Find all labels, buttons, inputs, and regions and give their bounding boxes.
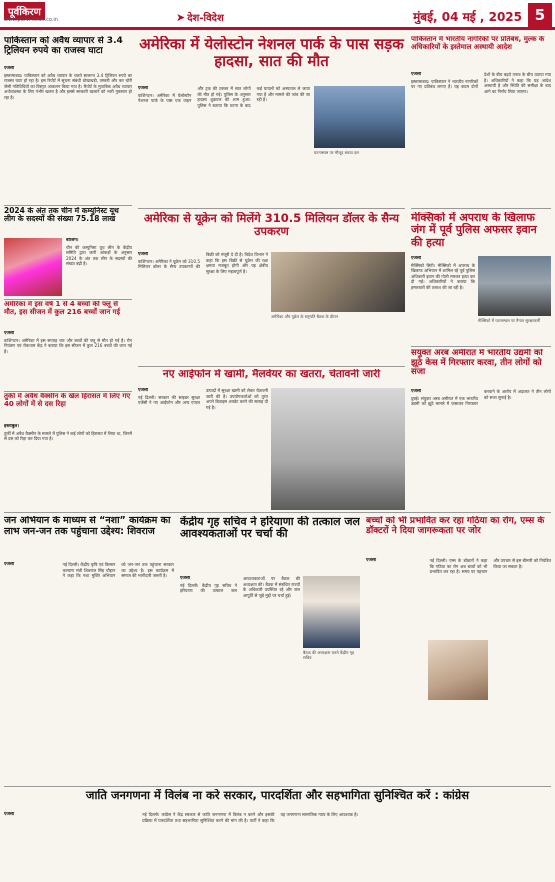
- article-text: नई दिल्ली। केंद्रीय गृह सचिव ने हरियाणा की तत्काल जल आवश्यकताओं पर बैठक की अध्यक्षता की। बैठक में संबंधित राज्यों के अधिकारी उपस्थित रहे और जल आपूर्ति से जुड़े मुद्दों पर चर्चा हुई।: [180, 576, 300, 598]
- leaders-meeting-photo: [271, 252, 405, 312]
- play-arrow-icon: ➤: [176, 11, 186, 24]
- article-text: चीन की कम्युनिस्ट यूथ लीग के केंद्रीय समिति द्वारा जारी आंकड़ों के अनुसार 2024 के अंत तक लीग के सदस्यों की संख्या बढ़ी है।: [66, 244, 132, 267]
- divider: [4, 786, 551, 787]
- divider: [4, 205, 132, 206]
- headline: संयुक्त अरब अमीरात में भारतीय उद्यमी को झूठे केस में गिरफ्तार करवा, तीन लोगों को सजा: [411, 349, 543, 378]
- byline: बीजिंग।: [66, 238, 79, 243]
- article-text: नई दिल्ली। एम्स के डॉक्टरों ने कहा कि गठिया का रोग अब बच्चों को भी प्रभावित कर रहा है। समय पर पहचान और उपचार से इस बीमारी को नियंत्रित किया जा सकता है।: [429, 558, 551, 575]
- iphone-photo: [271, 388, 405, 510]
- article-nasha-headline[interactable]: [4, 516, 174, 560]
- article-haryana-body: [180, 576, 300, 784]
- headline: जाति जनगणना में विलंब ना करे सरकार, पारदर्शिता और सहभागिता सुनिश्चित करें : कांग्रेस: [85, 789, 470, 802]
- divider: [138, 366, 405, 367]
- headline: पाकिस्तान को अवैध व्यापार से 3.4 ट्रिलियन रुपये का राजस्व घाटा: [4, 36, 123, 57]
- headline: जन अभियान के माध्यम से “नशा” कार्यक्रम का लाभ जन-जन तक पहुंचाना उद्देश्य: शिवराज: [4, 516, 171, 537]
- logo-text: पूर्वकिरण: [4, 2, 45, 20]
- article-congress-body: [4, 812, 551, 878]
- photo-caption: मेक्सिको में घटनास्थल पर तैनात सुरक्षाकर्मी: [478, 318, 540, 323]
- china-event-photo: [4, 238, 62, 296]
- article-text: दुबई। संयुक्त अरब अमीरात में एक भारतीय उद्यमी को झूठे मामले में फंसाकर गिरफ्तार करवाने के आरोप में अदालत ने तीन लोगों को सजा सुनाई है।: [411, 389, 551, 407]
- article-turkey-headline[interactable]: [4, 393, 132, 423]
- headline: अमेरिका से यूक्रेन को मिलेंगे 310.5 मिलियन डॉलर के सैन्य उपकरण: [143, 212, 400, 238]
- divider: [411, 208, 551, 209]
- byline: एजेंसी: [4, 331, 15, 336]
- photo-caption: बैठक की अध्यक्षता करते केंद्रीय गृह सचिव: [303, 650, 355, 660]
- divider: [4, 299, 132, 300]
- article-text: नई दिल्ली। केंद्रीय कृषि एवं किसान कल्याण मंत्री शिवराज सिंह चौहान ने कहा कि नशा मुक्ति अभियान को जन-जन तक पहुंचाना सरकार का उद्देश्य है। इस कार्यक्रम में समाज की भागीदारी जरूरी है।: [62, 562, 174, 579]
- article-china-body: [66, 238, 132, 296]
- article-turkey-body: [4, 424, 132, 510]
- article-text: मेक्सिको सिटी। मेक्सिको में अपराध के खिलाफ अभियान में शामिल रहे पूर्व पुलिस अधिकारी इवान की गोली मारकर हत्या कर दी गई। अधिकारियों ने बताया कि हमलावरों की तलाश की जा रही है।: [411, 262, 475, 290]
- byline: एजेंसी: [138, 86, 149, 91]
- article-pak-india-headline[interactable]: [411, 36, 551, 70]
- article-iphone-headline[interactable]: [138, 369, 405, 385]
- article-us-flu-headline[interactable]: [4, 301, 132, 329]
- official-portrait-photo: [303, 576, 360, 648]
- divider: [411, 346, 551, 347]
- article-us-flu-body: [4, 331, 132, 389]
- article-text: नई दिल्ली। सरकार की साइबर सुरक्षा एजेंसी ने नए आईफोन और अन्य एप्पल उत्पादों में सुरक्षा खामी को लेकर चेतावनी जारी की है। उपयोगकर्ताओं को तुरंत अपने डिवाइस अपडेट करने की सलाह दी गई है।: [138, 388, 268, 410]
- photo-caption: घटनास्थल पर मौजूद बचाव दल: [314, 150, 359, 155]
- accident-photo: [314, 86, 405, 148]
- divider: [138, 208, 405, 209]
- article-text: वाशिंगटन। अमेरिका में येलोस्टोन नेशनल पार्क के पास एक वाहन और ट्रक की टक्कर में सात लोगों की मौत हो गई। पुलिस के अनुसार हादसा शुक्रवार की शाम हुआ। पुलिस ने बताया कि घटना के बाद कई घायलों को अस्पताल ले जाया गया है और मामले की जांच की जा रही है।: [138, 86, 310, 108]
- headline: केंद्रीय गृह सचिव ने हरियाणा की तत्काल जल आवश्यकताओं पर चर्चा की: [180, 516, 360, 541]
- byline: एजेंसी: [411, 389, 422, 394]
- article-main-body: [138, 86, 310, 206]
- mexico-photo: [478, 256, 551, 316]
- photo-caption: अमेरिका और यूक्रेन के राष्ट्रपति बैठक के दौरान: [271, 314, 338, 319]
- article-uae-body: [411, 389, 551, 510]
- byline: एजेंसी: [138, 388, 149, 393]
- byline: एजेंसी: [4, 562, 15, 567]
- byline: एजेंसी: [411, 256, 422, 261]
- logo-url: www.purvi-kiran.co.in: [4, 17, 58, 23]
- article-uae-headline[interactable]: [411, 349, 551, 387]
- article-ukraine-body: [138, 252, 268, 364]
- article-china-headline[interactable]: [4, 207, 132, 237]
- byline: एजेंसी: [4, 66, 15, 71]
- byline: एजेंसी: [366, 558, 377, 563]
- article-text: तुर्की में अवैध वैक्सीन के मामले में पुलिस ने कई लोगों को हिरासत में लिया था, जिनमें से दस को रिहा कर दिया गया है।: [4, 430, 132, 442]
- headline: पाकिस्तान में भारतीय नागरिकों पर प्रतिबंध, मुल्क के अधिकारियों के इस्तेमाल अस्थायी आदेश: [411, 36, 545, 51]
- article-mexico-headline[interactable]: [411, 212, 551, 254]
- article-children-headline[interactable]: [366, 516, 551, 556]
- headline: नए आईफोन में खामी, मैलवेयर का खतरा, चेतावनी जारी: [162, 369, 381, 380]
- article-haryana-headline[interactable]: [180, 516, 360, 574]
- article-main-headline[interactable]: [138, 36, 405, 82]
- dateline: मुंबई, 04 मई , 2025: [413, 10, 522, 24]
- article-text: वाशिंगटन। अमेरिका ने यूक्रेन को 310.5 मिलियन डॉलर के सैन्य उपकरणों की बिक्री को मंजूरी दे दी है। विदेश विभाग ने कहा कि इस बिक्री से यूक्रेन की रक्षा क्षमता मजबूत होगी और यह क्षेत्रीय सुरक्षा के लिए महत्वपूर्ण है।: [138, 252, 268, 274]
- divider: [4, 512, 551, 513]
- article-ukraine-headline[interactable]: [138, 212, 405, 250]
- section-label: [176, 10, 236, 24]
- headline: तुर्की में अवैध वैक्सीन के खेल हिरासत में लिए गए 40 लोगों में से दस रिहा: [4, 393, 131, 408]
- article-text: वाशिंगटन। अमेरिका में इस सप्ताह चार और बच्चों की फ्लू से मौत हो गई है। रोग नियंत्रण एवं रोकथाम केंद्र ने बताया कि इस सीजन में कुल 216 बच्चों की जान गई है।: [4, 337, 132, 354]
- article-mexico-body: [411, 256, 475, 344]
- byline: एजेंसी: [180, 576, 191, 581]
- headline: बच्चों को भी प्रभावित कर रहा गठिया का रोग, एम्स के डॉक्टरों ने दिया जागरूकता पर जोर: [366, 516, 545, 537]
- article-pak-india-body: [411, 72, 551, 206]
- newspaper-logo[interactable]: [4, 2, 90, 28]
- headline: अमेरिका में येलोस्टोन नेशनल पार्क के पास सड़क हादसा, सात की मौत: [139, 36, 404, 70]
- article-pak-trade-body: [4, 66, 132, 204]
- article-pak-trade-headline[interactable]: [4, 36, 132, 64]
- article-iphone-body: [138, 388, 268, 510]
- page-number: 5: [528, 3, 552, 27]
- headline: मेक्सिको में अपराध के खिलाफ जंग में पूर्व पुलिस अफसर इवान की हत्या: [411, 212, 537, 249]
- article-nasha-body: [4, 562, 174, 784]
- divider: [4, 391, 132, 392]
- headline: अमेरिका में इस वर्ष 1 से 4 बच्चों की फ्लू से मौत, इस सीजन में कुल 216 बच्चों जान गई: [4, 301, 121, 316]
- article-text: नई दिल्ली। कांग्रेस ने केंद्र सरकार से जाति जनगणना में विलंब न करने और इसकी प्रक्रिया में पारदर्शिता तथा सहभागिता सुनिश्चित करने की मांग की है। पार्टी ने कहा कि यह जनगणना सामाजिक न्याय के लिए आवश्यक है।: [142, 812, 359, 823]
- children-health-photo: [428, 640, 488, 700]
- byline: एजेंसी: [4, 812, 15, 817]
- headline: 2024 के अंत तक चीन में कम्युनिस्ट यूथ लीग के सदस्यों की संख्या 75.18 लाख: [4, 207, 119, 224]
- byline: एजेंसी: [138, 252, 149, 257]
- article-text: इस्लामाबाद। पाकिस्तान ने भारतीय नागरिकों पर नए प्रतिबंध लगाए हैं। यह कदम दोनों देशों के बीच बढ़ते तनाव के बीच उठाया गया है। अधिकारियों ने कहा कि यह आदेश अस्थायी है और स्थिति की समीक्षा के बाद आगे का निर्णय लिया जाएगा।: [411, 72, 551, 94]
- byline: एजेंसी: [411, 72, 422, 77]
- byline: इस्तांबुल।: [4, 424, 20, 429]
- section-text: देश-विदेश: [187, 13, 224, 24]
- article-congress-headline[interactable]: [4, 789, 551, 811]
- article-ukraine-body-cont: [271, 326, 405, 364]
- article-text: इस्लामाबाद। पाकिस्तान को अवैध व्यापार के चलते सालाना 3.4 ट्रिलियन रुपये का राजस्व घाटा हो रहा है। इस रिपोर्ट में सूचना संबंधी धोखाधड़ी, तस्करी और कर चोरी जैसी गतिविधियों का विस्तृत आकलन किया गया है। रिपोर्ट के मुताबिक अवैध व्यापार अर्थव्यवस्था के लिए गंभीर खतरा है और इससे सरकारी खजाने को भारी नुकसान हो रहा है।: [4, 72, 132, 100]
